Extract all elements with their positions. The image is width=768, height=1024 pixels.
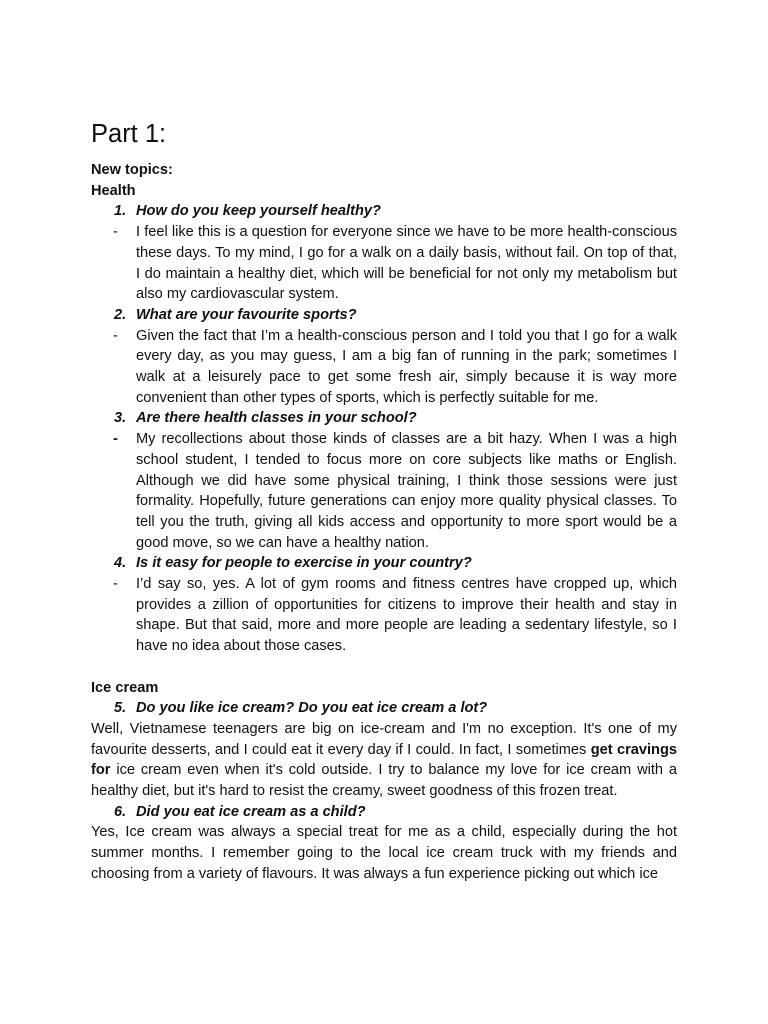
section-title-ice-cream: Ice cream [91,679,159,696]
question-text: Are there health classes in your school? [136,410,417,427]
bullet-dash: - [113,431,118,448]
answer-text: I’d say so, yes. A lot of gym rooms and fitness centres have cropped up, which provides a zillion of opportunities for citizens to improve their health and stay in shape. But that said, more and more people are leading a sedentary lifestyle, so I have no idea about those cases. [136,576,677,655]
answer-text-highlight: get cravings for [91,741,677,779]
question-number: 5. [114,700,127,717]
question-number: 3. [114,410,127,427]
answer-2 [91,326,677,409]
question-number: 6. [114,803,127,820]
page-heading: Part 1: [91,120,167,148]
question-5 [91,698,677,719]
question-text: Do you like ice cream? Do you eat ice cream a lot? [136,700,488,717]
question-2 [91,305,677,326]
answer-6: Yes, Ice cream was always a special treat for me as a child, especially during the hot summer months. I remember going to the local ice cream truck with my friends and choosing from a variety of flavours. It was always a fun experience picking out which ice [91,824,677,882]
answer-text: I feel like this is a question for everyone since we have to be more health-conscious these days. To my mind, I go for a walk on a daily basis, without fail. On top of that, I do maintain a healthy diet, which will be beneficial for not only my metabolism but also my cardiovascular system. [136,224,677,303]
question-number: 4. [114,555,127,572]
question-text: What are your favourite sports? [136,306,357,323]
section-title-health: Health [91,182,136,199]
question-text: Is it easy for people to exercise in your country? [136,555,472,572]
answer-4 [91,574,677,657]
answer-text: My recollections about those kinds of classes are a bit hazy. When I was a high school student, I tended to focus more on core subjects like maths or English. Although we did have some physical training, I think those sessions were just formality. Hopefully, future generations can enjoy more quality physical classes. To tell you the truth, giving all kids access and opportunity to more sport would be a good move, so we can have a healthy nation. [136,431,677,551]
question-3 [91,408,677,429]
bullet-dash: - [113,327,118,344]
question-number: 1. [114,203,127,220]
answer-1 [91,222,677,305]
bullet-dash: - [113,576,118,593]
answer-text-end: ice cream even when it's cold outside. I try to balance my love for ice cream with a healthy diet, but it's hard to resist the creamy, sweet goodness of this frozen treat. [91,762,677,800]
question-text: How do you keep yourself healthy? [136,203,381,220]
answer-text-start: Well, Vietnamese teenagers are big on ice-cream and I'm no exception. It's one of my favourite desserts, and I could eat it every day if I could. In fact, I sometimes [91,720,677,758]
spacer [91,657,677,678]
answer-3 [91,429,677,553]
question-4 [91,553,677,574]
new-topics-label: New topics: [91,162,173,178]
answer-5 [91,719,677,802]
question-text: Did you eat ice cream as a child? [136,803,366,820]
question-number: 2. [114,306,127,323]
document-page [91,118,677,885]
answer-text: Given the fact that I’m a health-conscious person and I told you that I go for a walk every day, as you may guess, I am a big fan of running in the park; sometimes I walk at a leisurely pace to get some fresh air, simply because it is way more convenient than other types of sports, which is perfectly suitable for me. [136,327,677,406]
question-1 [91,201,677,222]
bullet-dash: - [113,224,118,241]
question-6 [91,802,677,823]
